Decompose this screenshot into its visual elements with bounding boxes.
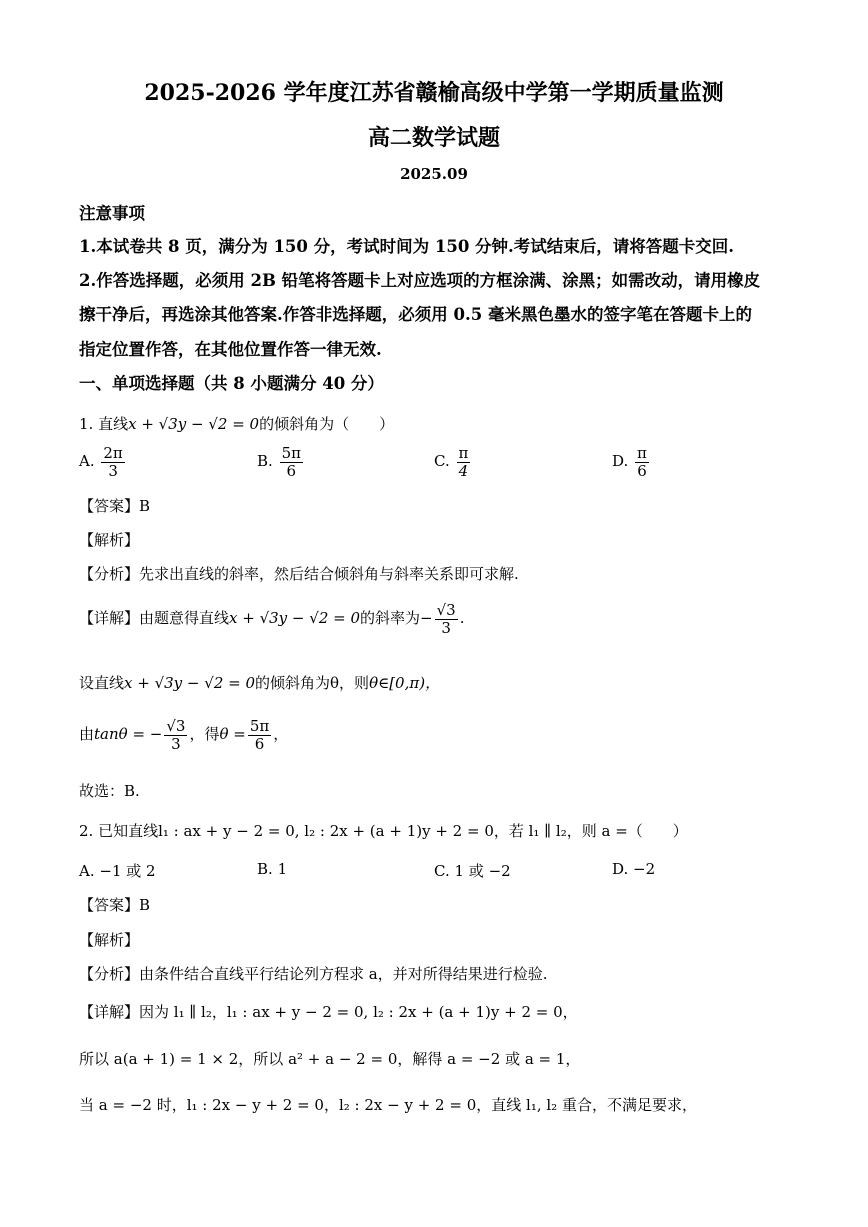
q2-stem: 2. 已知直线l₁ : ax + y − 2 = 0, l₂ : 2x + (a + 1)y + 2 = 0，若 l₁ ∥ l₂，则 a =（ ）: [79, 822, 688, 840]
exam-date: 2025.09: [400, 165, 468, 183]
notes-heading: 注意事项: [79, 204, 145, 223]
q2-answer: 【答案】B: [79, 896, 151, 914]
q2-when: 当 a = −2 时，l₁ : 2x − y + 2 = 0，l₂ : 2x − y + 2 = 0，直线 l₁, l₂ 重合，不满足要求，: [79, 1096, 697, 1114]
q1-analysis: 【解析】: [79, 531, 140, 549]
q1-answer: 【答案】B: [79, 497, 151, 515]
notes-line-2b: 擦干净后，再选涂其他答案.作答非选择题，必须用 0.5 毫米黑色墨水的签字笔在答题卡上的: [79, 305, 752, 324]
q1-option-d: D. $\frac{\pi}{6}$: [612, 444, 647, 480]
q1-choose: 故选：B.: [79, 782, 140, 800]
section-heading: 一、单项选择题（共 8 小题满分 40 分）: [79, 374, 384, 393]
q1-set-line: 设直线x + √3y − √2 = 0的倾斜角为θ，则θ∈[0,π)，: [79, 674, 441, 692]
exam-subtitle: 高二数学试题: [367, 125, 500, 151]
q1-tan-line: 由tanθ = − $\frac{√3}{3}$ ，得θ = $\frac{5\pi}{6}$ ，: [79, 717, 289, 753]
q2-option-d: D. −2: [612, 860, 656, 878]
q1-fenxi: 【分析】先求出直线的斜率，然后结合倾斜角与斜率关系即可求解.: [79, 565, 519, 583]
q2-option-b: B. 1: [257, 860, 288, 878]
notes-line-1: 1.本试卷共 8 页，满分为 150 分，考试时间为 150 分钟.考试结束后，请将答题卡交回.: [79, 237, 735, 256]
q2-so: 所以 a(a + 1) = 1 × 2，所以 a² + a − 2 = 0，解得 a = −2 或 a = 1，: [79, 1050, 581, 1068]
q1-equation: x + √3y − √2 = 0: [128, 415, 260, 433]
q1-option-c: C. $\frac{\pi}{4}$: [434, 444, 469, 480]
q2-option-c: C. 1 或 −2: [434, 862, 511, 880]
notes-line-2a: 2.作答选择题，必须用 2B 铅笔将答题卡上对应选项的方框涂满、涂黑；如需改动，请用橡皮: [79, 271, 761, 290]
q2-option-a: A. −1 或 2: [79, 862, 156, 880]
notes-line-2c: 指定位置作答，在其他位置作答一律无效.: [79, 340, 382, 359]
q2-fenxi: 【分析】由条件结合直线平行结论列方程求 a，并对所得结果进行检验.: [79, 965, 548, 983]
exam-title: 2025-2026 学年度江苏省赣榆高级中学第一学期质量监测: [144, 80, 724, 106]
q1-stem: [79, 413, 394, 434]
q1-prefix: 1. 直线: [79, 415, 129, 433]
q1-suffix: 的倾斜角为（ ）: [259, 415, 395, 433]
q2-detail: 【详解】因为 l₁ ∥ l₂，l₁ : ax + y − 2 = 0, l₂ : 2x + (a + 1)y + 2 = 0，: [79, 1003, 578, 1021]
q2-analysis: 【解析】: [79, 931, 140, 949]
q1-detail: 【详解】由题意得直线x + √3y − √2 = 0的斜率为− $\frac{√3}{3}$ .: [79, 601, 465, 637]
q1-option-b: B. $\frac{5\pi}{6}$: [257, 444, 301, 480]
q1-option-a: A. $\frac{2\pi}{3}$: [79, 444, 123, 480]
